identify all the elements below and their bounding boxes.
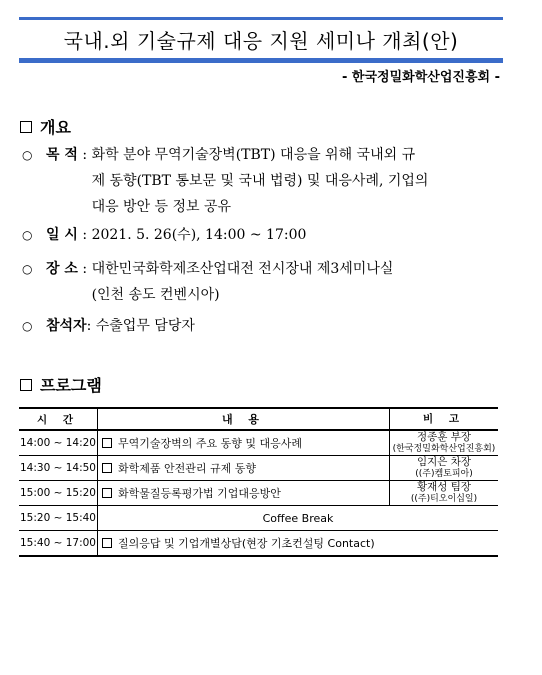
checkbox-icon (102, 538, 112, 548)
section-title: 프로그램 (40, 376, 102, 395)
cell-time: 14:00 ~ 14:20 (19, 430, 98, 456)
cell-content: 화학제품 안전관리 규제 동향 (98, 456, 390, 481)
table-row (19, 430, 498, 456)
cell-remarks: 정종훈 부장 (한국정밀화학산업진흥회) (390, 430, 499, 456)
cell-remarks: 황재성 팀장 ((주)티오이십일) (390, 481, 499, 506)
overview-purpose: ○ 목 적 : 화학 분야 무역기술장벽(TBT) 대응을 위해 국내외 규 제 동향(TBT 통보문 및 국내 법령) 및 대응사례, 기업의 대응 방안 등 정보 공유 (22, 142, 428, 220)
organizer: - 한국정밀화학산업진흥회 - (342, 70, 500, 85)
attendees-text: 수출업무 담당자 (95, 318, 195, 334)
circle-bullet-icon: ○ (22, 148, 33, 162)
table-row (19, 531, 498, 557)
section-program-heading (20, 373, 102, 396)
overview-attendees: ○ 참석자 : 수출업무 담당자 (22, 313, 195, 339)
table-row (19, 456, 498, 481)
checkbox-icon (102, 488, 112, 498)
overview-datetime: ○ 일 시 : 2021. 5. 26(수), 14:00 ~ 17:00 (22, 222, 306, 248)
square-bullet-icon (20, 121, 32, 133)
program-table (19, 407, 498, 557)
cell-content: 무역기술장벽의 주요 동향 및 대응사례 (98, 430, 390, 456)
column-header-remarks: 비 고 (390, 408, 499, 430)
purpose-text: 화학 분야 무역기술장벽(TBT) 대응을 위해 국내외 규 제 동향(TBT 통보문 및 국내 법령) 및 대응사례, 기업의 대응 방안 등 정보 공유 (91, 147, 429, 215)
circle-bullet-icon: ○ (22, 319, 33, 333)
document-title-box (19, 17, 503, 63)
cell-remarks: 임지은 차장 ((주)켐토피아) (390, 456, 499, 481)
table-row (19, 506, 498, 531)
table-row (19, 481, 498, 506)
circle-bullet-icon: ○ (22, 262, 33, 276)
cell-time: 15:20 ~ 15:40 (19, 506, 98, 531)
circle-bullet-icon: ○ (22, 228, 33, 242)
cell-time: 15:00 ~ 15:20 (19, 481, 98, 506)
document-title: 국내.외 기술규제 대응 지원 세미나 개최(안) (63, 28, 459, 53)
cell-content: Coffee Break (98, 506, 499, 531)
datetime-label: 일 시 (46, 227, 78, 243)
column-header-content: 내 용 (98, 408, 390, 430)
checkbox-icon (102, 438, 112, 448)
cell-content: 화학물질등록평가법 기업대응방안 (98, 481, 390, 506)
cell-content: 질의응답 및 기업개별상담(현장 기초컨설팅 Contact) (98, 531, 499, 557)
checkbox-icon (102, 463, 112, 473)
column-header-time: 시 간 (19, 408, 98, 430)
overview-venue: ○ 장 소 : 대한민국화학제조산업대전 전시장내 제3세미나실 (인천 송도 컨벤시아) (22, 256, 393, 308)
purpose-label: 목 적 (46, 147, 78, 163)
cell-time: 15:40 ~ 17:00 (19, 531, 98, 557)
section-overview-heading (20, 115, 71, 138)
section-title: 개요 (40, 118, 71, 137)
attendees-label: 참석자 (46, 318, 87, 334)
cell-time: 14:30 ~ 14:50 (19, 456, 98, 481)
venue-label: 장 소 (46, 261, 78, 277)
square-bullet-icon (20, 379, 32, 391)
venue-text: 대한민국화학제조산업대전 전시장내 제3세미나실 (인천 송도 컨벤시아) (91, 261, 394, 303)
table-header-row (19, 408, 498, 430)
datetime-text: 2021. 5. 26(수), 14:00 ~ 17:00 (91, 227, 307, 243)
